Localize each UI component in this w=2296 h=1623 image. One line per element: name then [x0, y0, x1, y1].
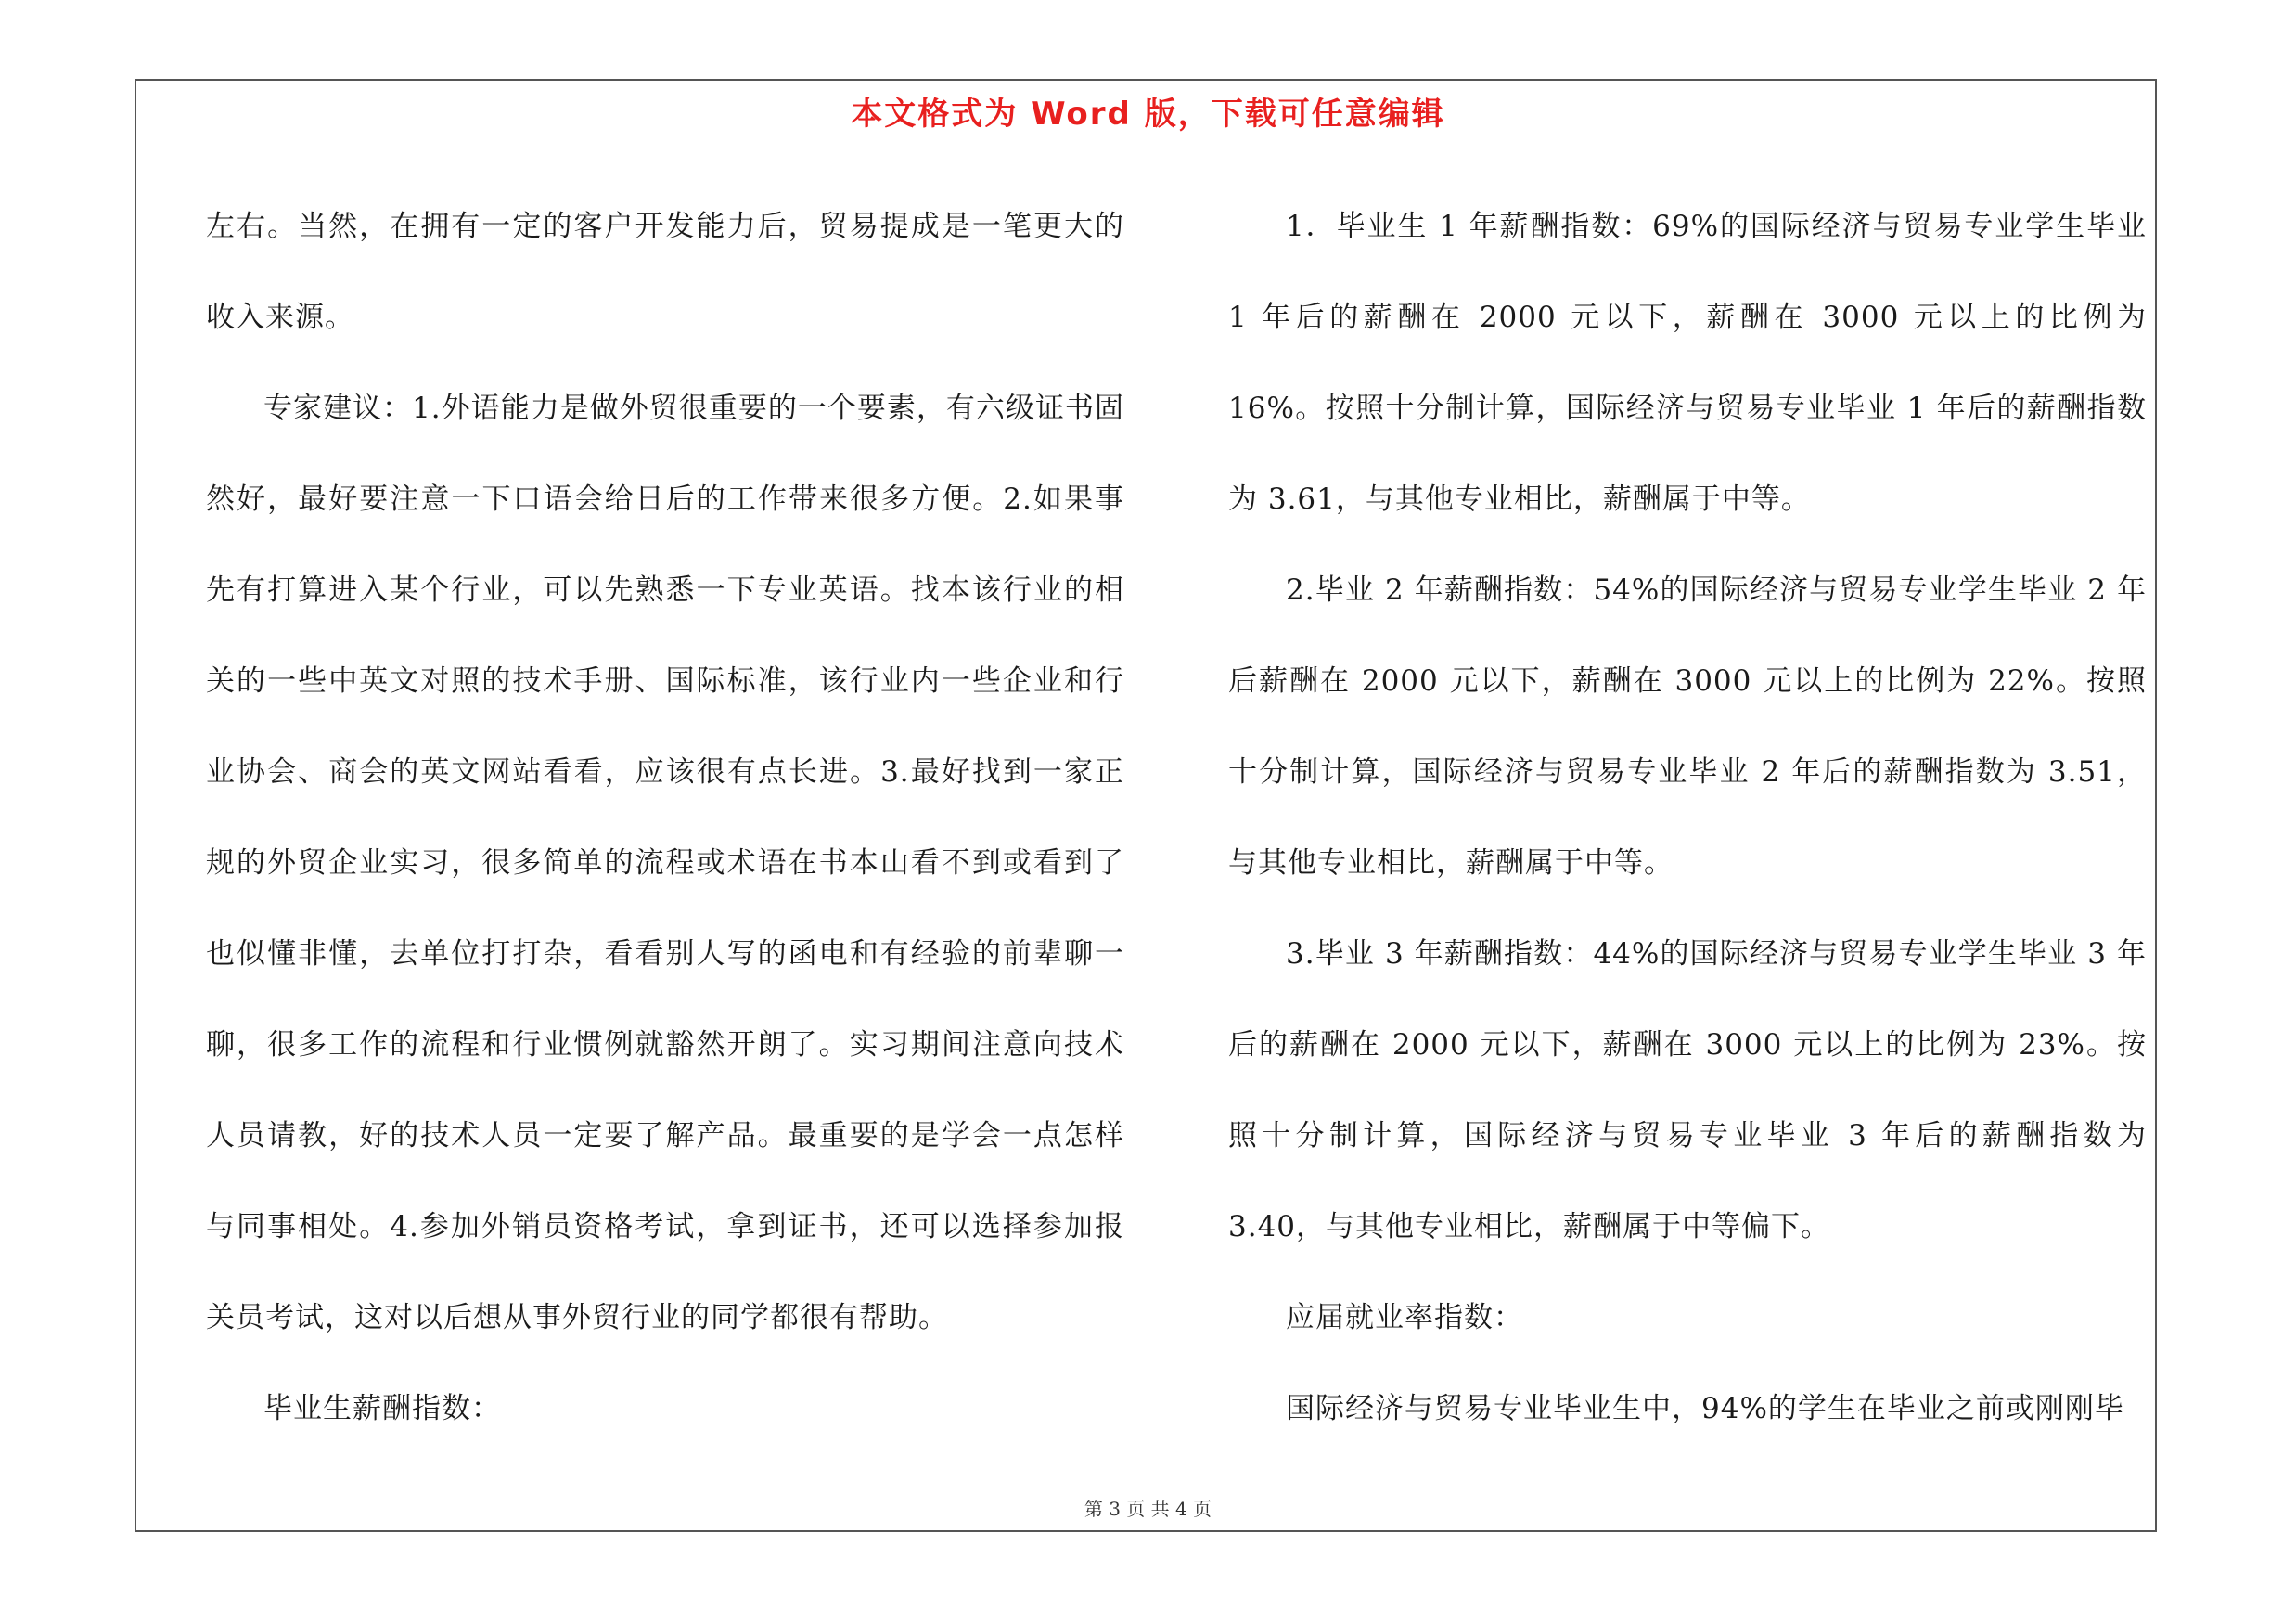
paragraph: 3.毕业 3 年薪酬指数：44%的国际经济与贸易专业学生毕业 3 年后的薪酬在 2000 元以下，薪酬在 3000 元以上的比例为 23%。按照十分制计算，国际经济与贸易专业毕业 3 年后的薪酬指数为 3.40，与其他专业相比，薪酬属于中等偏下。	[1228, 937, 2147, 1243]
paragraph: 毕业生薪酬指数：	[263, 1392, 501, 1425]
page-number-footer: 第 3 页 共 4 页	[1084, 1498, 1212, 1520]
left-column	[206, 181, 1124, 1454]
paragraph: 1．毕业生 1 年薪酬指数：69%的国际经济与贸易专业学生毕业 1 年后的薪酬在 2000 元以下，薪酬在 3000 元以上的比例为 16%。按照十分制计算，国际经济与贸易专业毕业 1 年后的薪酬指数为 3.61，与其他专业相比，薪酬属于中等。	[1228, 210, 2147, 516]
document-banner: 本文格式为 Word 版，下载可任意编辑	[851, 96, 1445, 133]
right-column	[1228, 181, 2147, 1454]
paragraph: 左右。当然，在拥有一定的客户开发能力后，贸易提成是一笔更大的收入来源。	[206, 210, 1124, 334]
paragraph: 2.毕业 2 年薪酬指数：54%的国际经济与贸易专业学生毕业 2 年后薪酬在 2000 元以下，薪酬在 3000 元以上的比例为 22%。按照十分制计算，国际经济与贸易专业毕业 2 年后的薪酬指数为 3.51，与其他专业相比，薪酬属于中等。	[1228, 573, 2147, 880]
paragraph: 应届就业率指数：	[1286, 1301, 1523, 1334]
paragraph: 专家建议：1.外语能力是做外贸很重要的一个要素，有六级证书固然好，最好要注意一下口语会给日后的工作带来很多方便。2.如果事先有打算进入某个行业，可以先熟悉一下专业英语。找本该行业的相关的一些中英文对照的技术手册、国际标准，该行业内一些企业和行业协会、商会的英文网站看看，应该很有点长进。3.最好找到一家正规的外贸企业实习，很多简单的流程或术语在书本山看不到或看到了也似懂非懂，去单位打打杂，看看别人写的函电和有经验的前辈聊一聊，很多工作的流程和行业惯例就豁然开朗了。实习期间注意向技术人员请教，好的技术人员一定要了解产品。最重要的是学会一点怎样与同事相处。4.参加外销员资格考试，拿到证书，还可以选择参加报关员考试，这对以后想从事外贸行业的同学都很有帮助。	[206, 392, 1124, 1334]
paragraph: 国际经济与贸易专业毕业生中，94%的学生在毕业之前或刚刚毕	[1286, 1392, 2124, 1425]
